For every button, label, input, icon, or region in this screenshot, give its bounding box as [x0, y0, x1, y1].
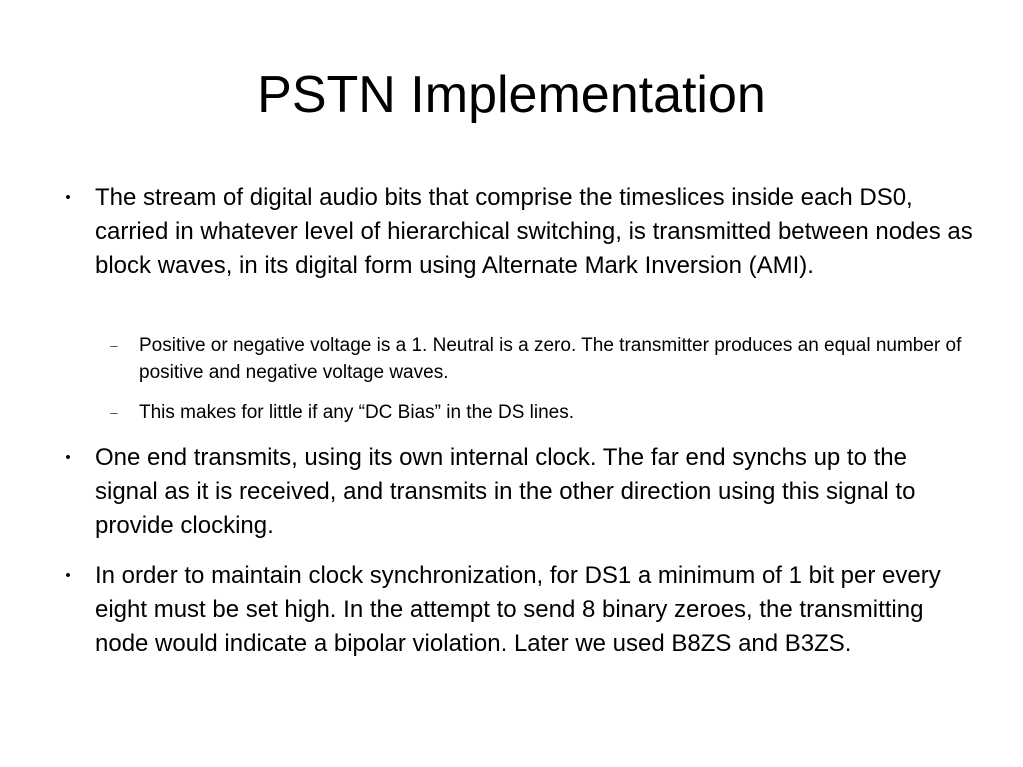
bullet-item [65, 181, 975, 283]
bullet-text: In order to maintain clock synchronization, for DS1 a minimum of 1 bit per every eight must be set high. In the attempt to send 8 binary zeroes, the transmitting node would indicate a bipolar violation. Later we used B8ZS and B3ZS. [95, 562, 941, 657]
sub-bullet-marker: – [110, 338, 118, 353]
bullet-item [65, 559, 975, 661]
bullet-item [65, 441, 975, 543]
sub-bullet-item [110, 332, 969, 386]
sub-bullet-text: This makes for little if any “DC Bias” in the DS lines. [139, 402, 575, 423]
bullet-marker: • [65, 449, 71, 466]
sub-bullet-item [110, 399, 969, 426]
slide-title: PSTN Implementation [257, 66, 766, 124]
bullet-text: One end transmits, using its own internal clock. The far end synchs up to the signal as it is received, and transmits in the other direction using this signal to provide clocking. [95, 444, 916, 539]
bullet-marker: • [65, 189, 71, 206]
bullet-text: The stream of digital audio bits that comprise the timeslices inside each DS0, carried in whatever level of hierarchical switching, is transmitted between nodes as block waves, in its digital form using Alternate Mark Inversion (AMI). [95, 184, 973, 279]
sub-bullet-text: Positive or negative voltage is a 1. Neutral is a zero. The transmitter produces an equal number of positive and negative voltage waves. [139, 335, 962, 383]
bullet-marker: • [65, 567, 71, 584]
sub-bullet-marker: – [110, 405, 118, 420]
